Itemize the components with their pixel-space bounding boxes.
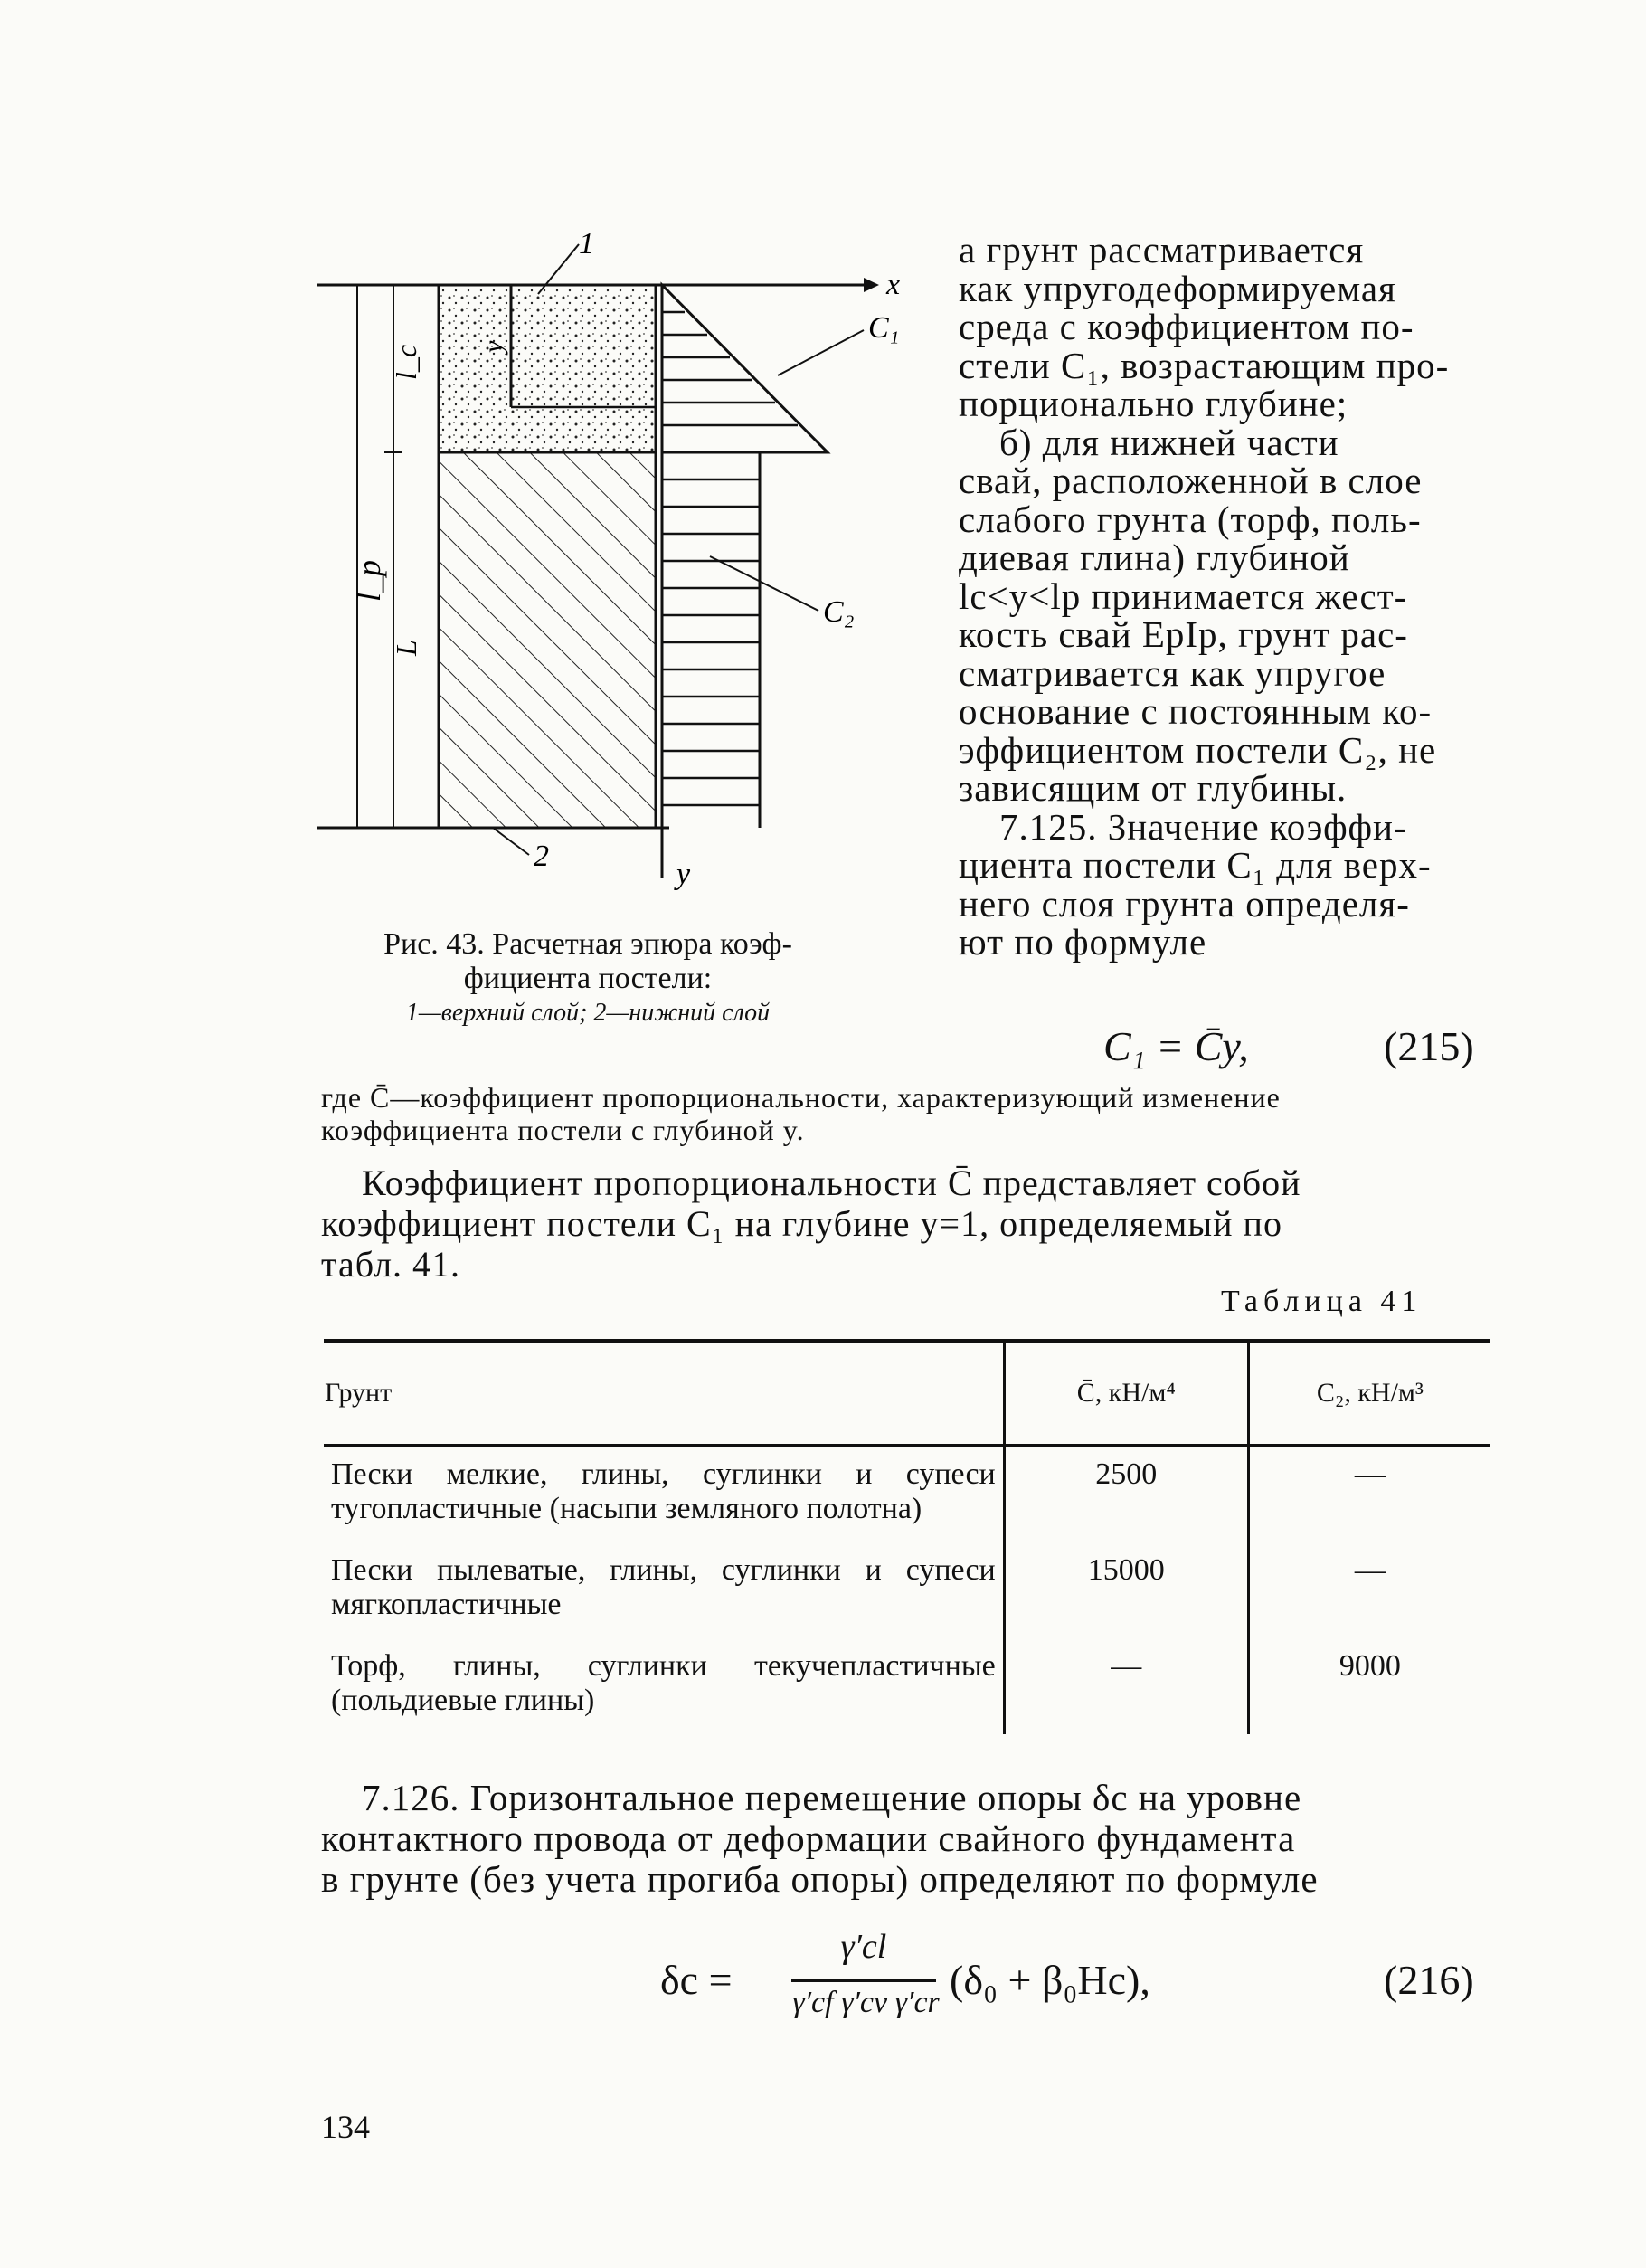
table-cell: 9000	[1248, 1638, 1490, 1734]
table-header-c-bar: C̄, кН/м⁴	[1004, 1341, 1248, 1446]
c1-diagram	[662, 285, 828, 452]
label-y-inner: y	[478, 340, 508, 353]
text-line: кость свай EpIp, грунт рас-	[959, 613, 1408, 655]
label-1: 1	[579, 231, 594, 261]
formula-216-number: (216)	[1384, 1957, 1474, 2003]
text-line: стели C₁, возрастающим про-	[959, 344, 1450, 386]
right-column-text	[959, 231, 1492, 962]
table-caption: Таблица 41	[1221, 1285, 1423, 1318]
formula-216-denominator: γ′cf γ′cv γ′cr	[792, 1986, 940, 2019]
text-line: него слоя грунта определя-	[959, 882, 1410, 925]
figure-caption	[307, 927, 868, 1030]
fraction-bar	[791, 1979, 936, 1982]
formula-215: C₁ = C̄y,	[1103, 1023, 1249, 1069]
caption-line-2: фициента постели:	[463, 962, 713, 995]
text-line: слабого грунта (торф, поль-	[959, 498, 1422, 540]
text-line: б) для нижней части	[999, 421, 1339, 463]
where-text	[321, 1081, 1492, 1146]
text-line: сматривается как упругое	[959, 651, 1386, 694]
text-line: зависящим от глубины.	[959, 767, 1348, 809]
text-line: где C̄—коэффициент пропорциональности, характеризующий изменение	[321, 1081, 1281, 1114]
table-cell: 2500	[1004, 1446, 1248, 1543]
text-line: в грунте (без учета прогиба опоры) определяют по формуле	[321, 1858, 1319, 1900]
text-line: ют по формуле	[959, 921, 1207, 963]
table-row	[324, 1446, 1490, 1543]
text-line: как упругодеформируемая	[959, 267, 1396, 309]
text-line: коэффициент постели C₁ на глубине y=1, определяемый по	[321, 1203, 1282, 1244]
table-row	[324, 1542, 1490, 1638]
table-cell: Пески пылеватые, глины, суглинки и супеси мягкопластичные	[331, 1553, 996, 1621]
text-line: Коэффициент пропорциональности C̄ представляет собой	[362, 1162, 1301, 1203]
table-header-soil: Грунт	[324, 1341, 1004, 1446]
upper-layer	[439, 285, 656, 452]
figure-43	[307, 231, 941, 918]
c2-diagram	[662, 452, 760, 828]
text-line: коэффициента постели с глубиной y.	[321, 1114, 805, 1146]
table-header-c2: C₂, кН/м³	[1248, 1341, 1490, 1446]
page-number: 134	[321, 2109, 370, 2145]
table-cell: Торф, глины, суглинки текучепластичные (польдиевые глины)	[331, 1649, 996, 1717]
label-c2: C₂	[823, 595, 855, 629]
text-line: табл. 41.	[321, 1244, 461, 1285]
text-line: lc<y<lp принимается жест-	[959, 574, 1408, 617]
table-cell: Пески мелкие, глины, суглинки и супеси тугопластичные (насыпи земляного полотна)	[331, 1457, 996, 1525]
table-row	[324, 1638, 1490, 1734]
label-c1: C₁	[868, 311, 900, 345]
formula-216-numerator: γ′cl	[840, 1928, 887, 1966]
text-line: свай, расположенной в слое	[959, 460, 1423, 501]
label-x: x	[886, 268, 901, 301]
text-line: 7.125. Значение коэффи-	[999, 805, 1407, 848]
lower-layer	[439, 452, 656, 828]
paragraph-7-126	[321, 1778, 1492, 1900]
text-line: а грунт рассматривается	[959, 229, 1365, 270]
caption-line-1: Рис. 43. Расчетная эпюра коэф-	[383, 927, 792, 961]
text-line: эффициентом постели C₂, не	[959, 728, 1437, 771]
text-line: 7.126. Горизонтальное перемещение опоры δc на уровне	[362, 1777, 1302, 1818]
formula-216-lhs: δc =	[660, 1957, 733, 2003]
paragraph-proportionality	[321, 1162, 1492, 1285]
text-line: контактного провода от деформации свайного фундамента	[321, 1817, 1296, 1859]
table-cell: —	[1248, 1446, 1490, 1543]
table-cell: —	[1004, 1638, 1248, 1734]
text-line: циента постели C₁ для верх-	[959, 844, 1432, 886]
text-line: среда с коэффициентом по-	[959, 306, 1414, 347]
x-arrow-icon	[864, 278, 879, 292]
formula-215-number: (215)	[1384, 1023, 1474, 1069]
label-lp: l_p	[351, 559, 387, 602]
text-line: порционально глубине;	[959, 383, 1348, 424]
table-cell: 15000	[1004, 1542, 1248, 1638]
formula-216-rhs: (δ₀ + β₀Hc),	[950, 1957, 1150, 2003]
label-2: 2	[534, 840, 549, 873]
table-cell: —	[1248, 1542, 1490, 1638]
table-41	[324, 1339, 1490, 1734]
caption-line-3: 1—верхний слой; 2—нижний слой	[405, 999, 771, 1027]
text-line: диевая глина) глубиной	[959, 536, 1350, 578]
label-L: L	[390, 640, 422, 656]
formula-216	[660, 1928, 1293, 2036]
text-line: основание с постоянным ко-	[959, 690, 1433, 732]
label-y-axis: y	[676, 858, 691, 891]
label-lc: l_c	[390, 344, 422, 380]
